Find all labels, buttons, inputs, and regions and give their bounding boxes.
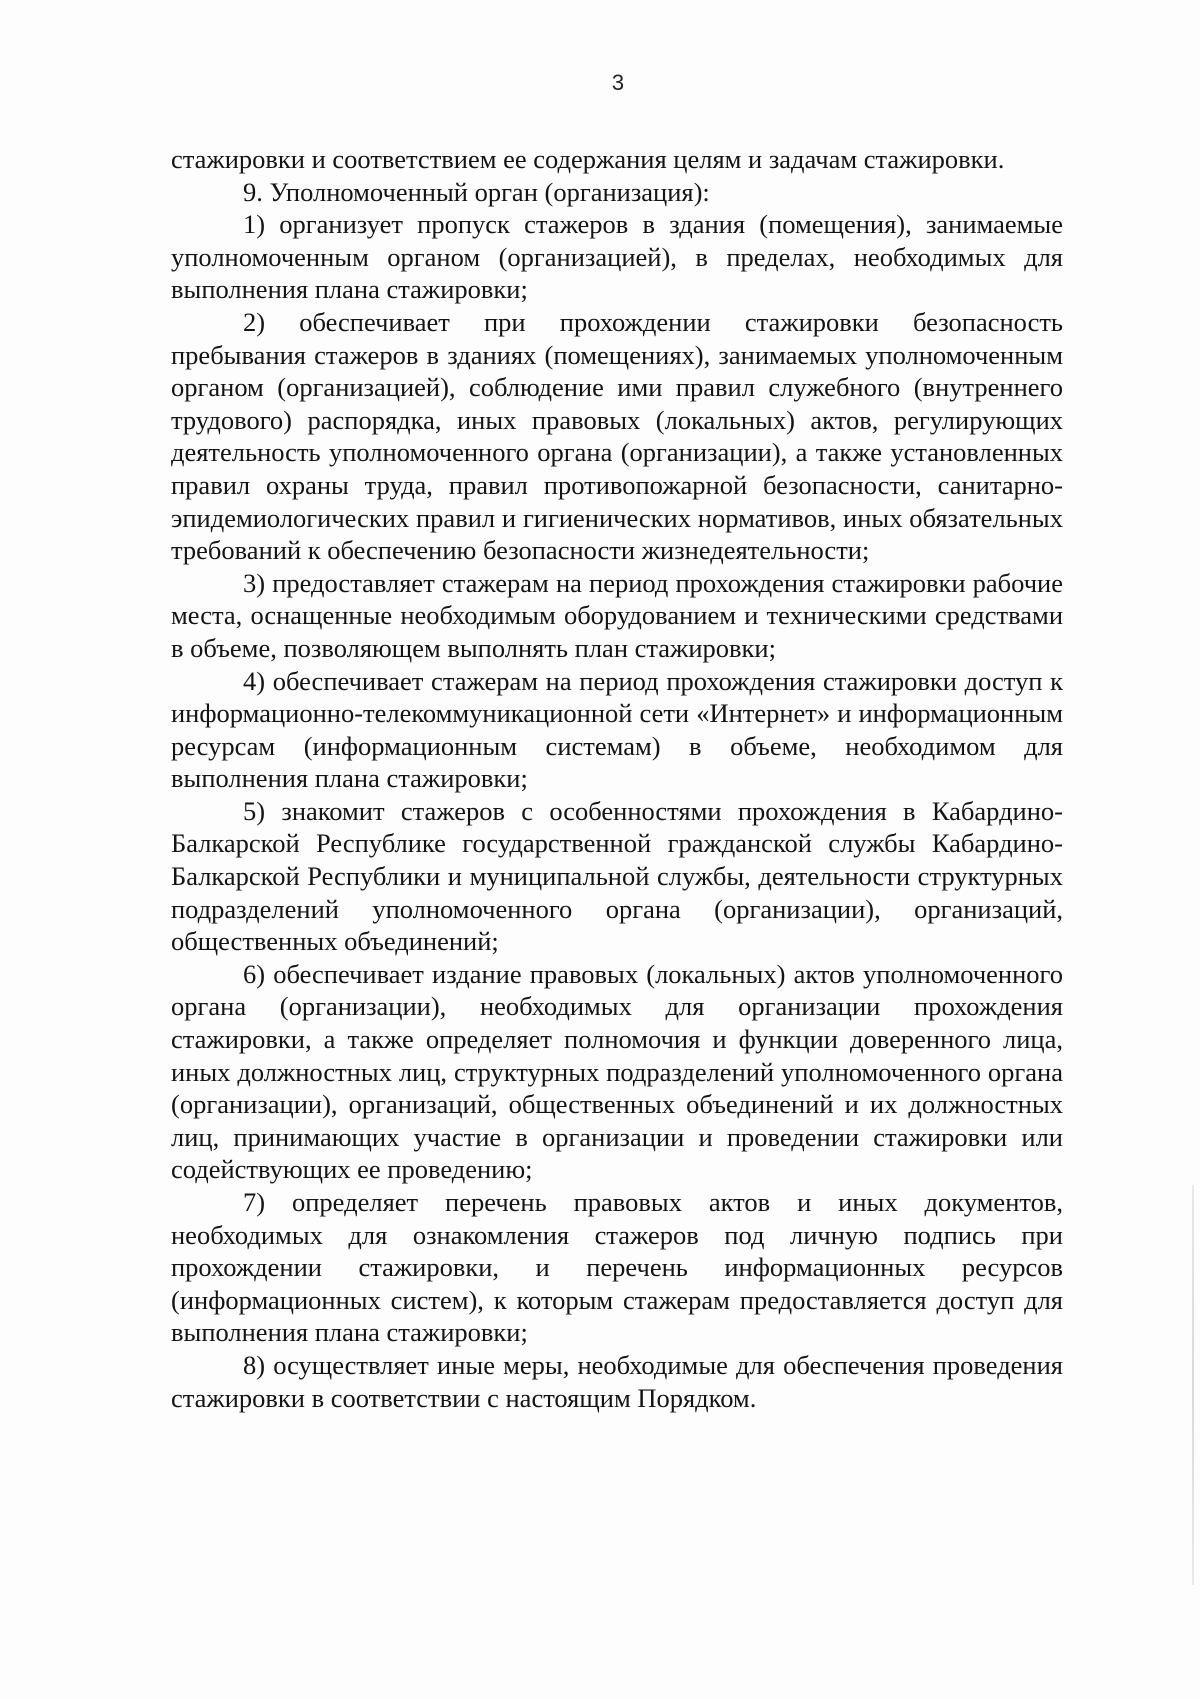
paragraph-subitem-3: 3) предоставляет стажерам на период прохождения стажировки рабочие места, оснащенные необходимым оборудованием и техническими средствами в объеме, позволяющем выполнять план стажировки; [171, 567, 1063, 663]
paragraph-subitem-7: 7) определяет перечень правовых актов и иных документов, необходимых для ознакомления стажеров под личную подпись при прохождении стажировки, и перечень информационных ресурсов (информационных систем), к которым стажерам предоставляется доступ для выполнения плана стажировки; [171, 1187, 1063, 1348]
paragraph-subitem-5: 5) знакомит стажеров с особенностями прохождения в Кабардино-Балкарской Республике государственной гражданской службы Кабардино-Балкарской Республики и муниципальной службы, деятельности структурных подразделений уполномоченного органа (организации), организаций, общественных объединений; [171, 795, 1063, 957]
paragraph-subitem-4: 4) обеспечивает стажерам на период прохождения стажировки доступ к информационно-телекоммуникационной сети «Интернет» и информационным ресурсам (информационным системам) в объеме, необходимом для выполнения плана стажировки; [171, 665, 1063, 794]
paragraph-subitem-6: 6) обеспечивает издание правовых (локальных) актов уполномоченного органа (организации), необходимых для организации прохождения стажировки, а также определяет полномочия и функции доверенного лица, иных должностных лиц, структурных подразделений уполномоченного органа (организации), организаций, общественных объединений и их должностных лиц, принимающих участие в организации и проведении стажировки или содействующих ее проведению; [171, 958, 1063, 1185]
scan-edge-shadow [1192, 1185, 1194, 1585]
paragraph-subitem-2: 2) обеспечивает при прохождении стажировки безопасность пребывания стажеров в зданиях (помещениях), занимаемых уполномоченным органом (организацией), соблюдение ими правил служебного (внутреннего трудового) распорядка, иных правовых (локальных) актов, регулирующих деятельность уполномоченного органа (организации), а также установленных правил охраны труда, правил противопожарной безопасности, санитарно-эпидемиологических правил и гигиенических нормативов, иных обязательных требований к обеспечению безопасности жизнедеятельности; [171, 306, 1063, 566]
paragraph-subitem-8: 8) осуществляет иные меры, необходимые для обеспечения проведения стажировки в соответствии с настоящим Порядком. [171, 1349, 1063, 1413]
paragraph-continuation: стажировки и соответствием ее содержания целям и задачам стажировки. [171, 144, 1005, 174]
document-body [171, 143, 1063, 1414]
page-number: 3 [611, 70, 625, 95]
paragraph-item-9-heading: 9. Уполномоченный орган (организация): [243, 176, 710, 207]
paragraph-subitem-1: 1) организует пропуск стажеров в здания (помещения), занимаемые уполномоченным органом (организацией), в пределах, необходимых для выполнения плана стажировки; [171, 209, 1063, 305]
